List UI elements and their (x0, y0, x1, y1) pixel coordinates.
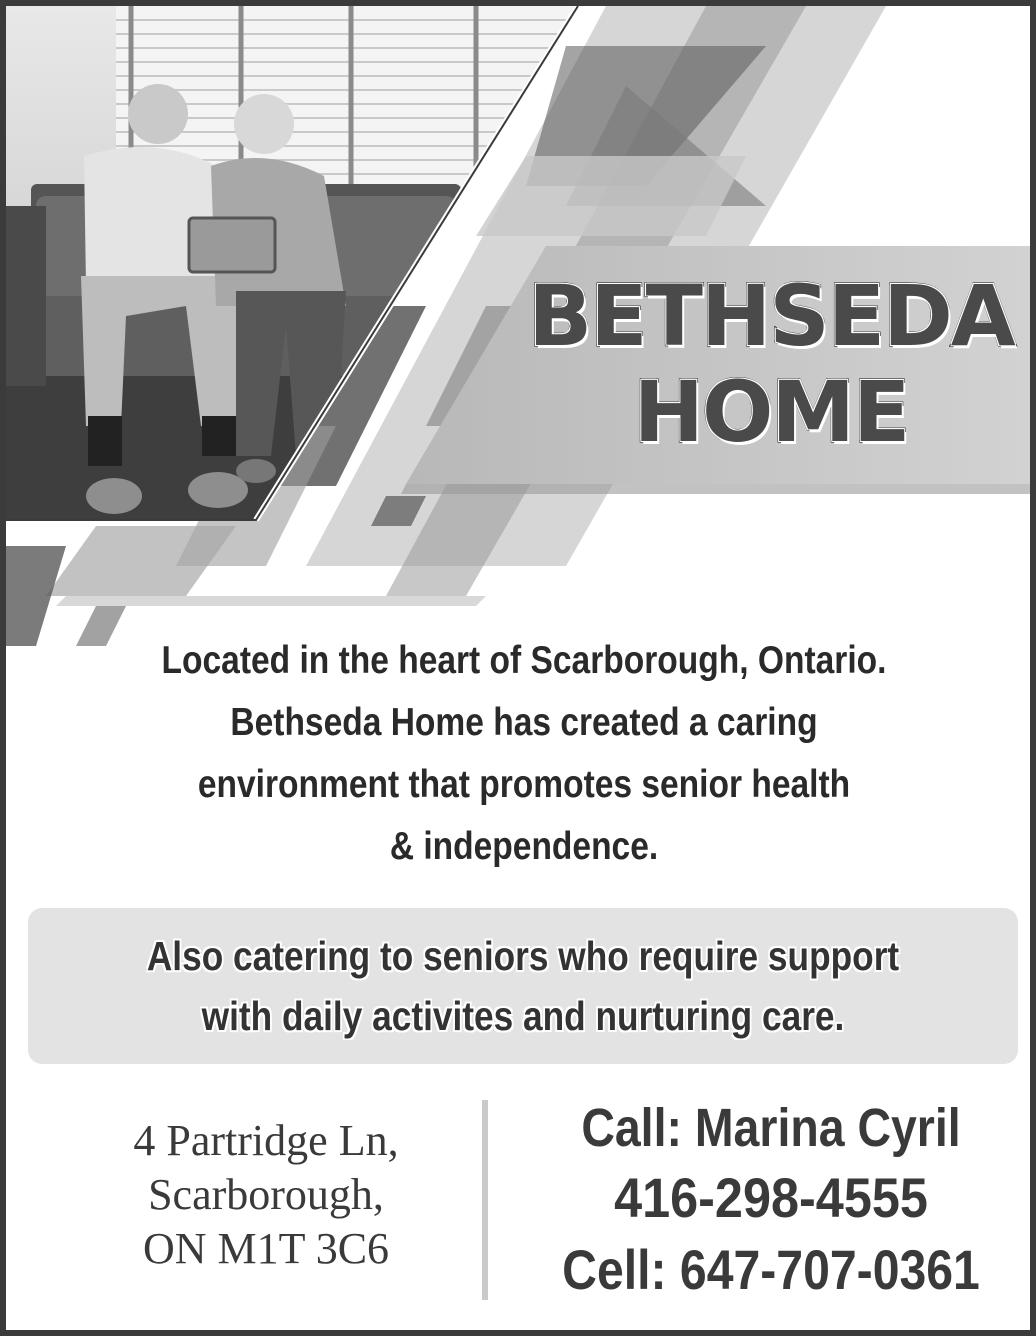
intro-line-1: Located in the heart of Scarborough, Ontario. (161, 639, 887, 682)
intro-text (104, 630, 943, 878)
title-line-2: HOME (633, 363, 909, 461)
stripe-shape (46, 526, 236, 596)
support-line-1: Also catering to seniors who require support (146, 933, 900, 979)
intro-line-4: & independence. (389, 825, 659, 868)
business-name (506, 268, 1036, 460)
support-line-2: with daily activites and nurturing care. (201, 993, 845, 1039)
address-line-3: ON M1T 3C6 (142, 1224, 390, 1273)
intro-line-2: Bethseda Home has created a caring (230, 701, 818, 744)
cell-number: Cell: 647-707-0361 (562, 1238, 980, 1301)
address-block (46, 1114, 486, 1276)
support-text (97, 926, 948, 1046)
intro-line-3: environment that promotes senior health (197, 763, 851, 806)
address-line-1: 4 Partridge Ln, (133, 1116, 399, 1165)
vertical-divider (482, 1100, 488, 1300)
contact-name: Call: Marina Cyril (581, 1098, 961, 1158)
contact-block (506, 1094, 1036, 1306)
title-line-1: BETHSEDA (528, 267, 1014, 365)
banner-shadow (401, 484, 1030, 494)
stripe-shape (56, 596, 486, 606)
address-line-2: Scarborough, (148, 1170, 384, 1219)
support-box (28, 908, 1018, 1064)
phone-number: 416-298-4555 (614, 1166, 928, 1229)
stripe-shape (476, 156, 746, 236)
